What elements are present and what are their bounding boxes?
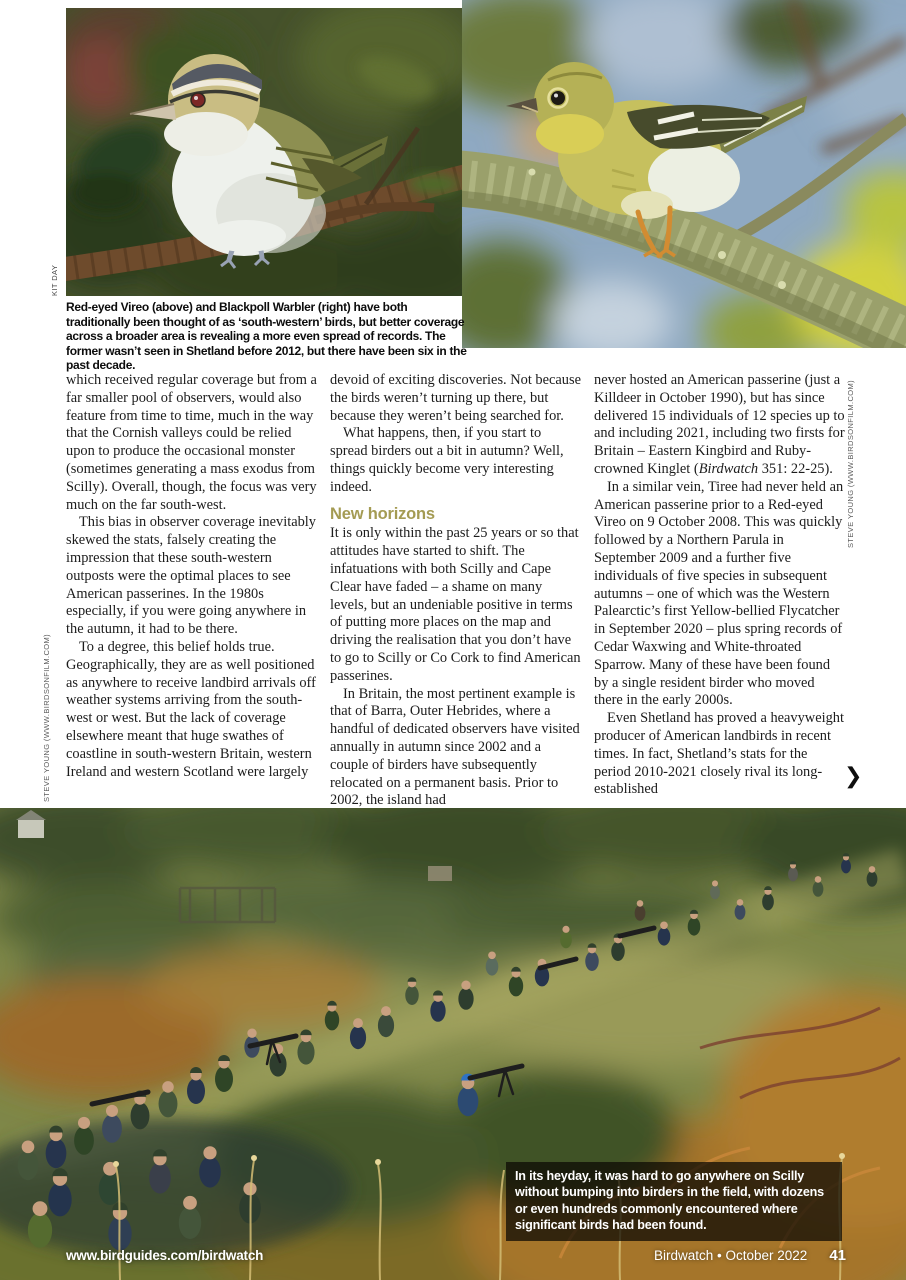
article-body	[66, 372, 846, 809]
article-column-1	[66, 372, 317, 802]
footer-issue-label: Birdwatch • October 2022	[654, 1248, 808, 1263]
top-photo-caption: Red-eyed Vireo (above) and Blackpoll Warbler (right) have both traditionally been thought of as ‘south-western’ birds, but better coverage across a broader area is revealing a more even spread of records. The former wasn’t seen in Shetland before 2012, but there have been six in the past decade.	[66, 300, 467, 373]
continued-arrow-icon: ❯	[844, 764, 863, 789]
body-paragraph: devoid of exciting discoveries. Not because the birds weren’t turning up there, but because they weren’t being searched for.	[330, 372, 581, 424]
article-column-2	[330, 372, 581, 809]
body-paragraph: which received regular coverage but from a far smaller pool of observers, would also feature from time to time, much in the way that the Cornish valleys could be relied upon to produce the occasional monster (sometimes generating a mass exodus from Scilly). Overall, though, the focus was very much on the far south-west.	[66, 372, 317, 513]
footer-issue-block	[654, 1247, 846, 1264]
photo-credit-vireo: KIT DAY	[50, 264, 59, 296]
body-paragraph: To a degree, this belief holds true. Geographically, they are as well positioned as anywhere to receive landbird arrivals off weather systems arriving from the south-west or west. But the lack of coverage elsewhere meant that huge swathes of coastline in south-western Britain, western Ireland and western Scotland were largely	[66, 638, 316, 780]
body-paragraph: What happens, then, if you start to spread birders out a bit in autumn? Well, things quickly become very interesting indeed.	[330, 425, 564, 495]
body-paragraph: Even Shetland has proved a heavyweight producer of American landbirds in recent times. In fact, Shetland’s stats for the period 2010-2021 closely rival its long-established	[594, 710, 844, 798]
blackpoll-warbler-illustration	[462, 0, 906, 348]
blackpoll-warbler-photo	[462, 0, 906, 348]
photo-credit-warbler: STEVE YOUNG (WWW.BIRDSONFILM.COM)	[846, 379, 855, 548]
body-paragraph: never hosted an American passerine (just a Killdeer in October 1990), but has since delivered 15 individuals of 12 species up to and including 2021, including two firsts for Britain – Eastern Kingbird and Ruby-crowned Kinglet (Birdwatch 351: 22-25).	[594, 372, 845, 477]
body-paragraph: In a similar vein, Tiree had never held an American passerine prior to a Red-eyed Vireo on 9 October 2008. This was quickly followed by a Northern Parula in September 2009 and a further five individuals of five species in subsequent autumns – one of which was the Western Palearctic’s first Yellow-bellied Flycatcher in September 2020 – plus spring records of Cedar Waxwing and White-throated Sparrow. Many of these have been found by a single resident birder who moved there in the early 2000s.	[594, 478, 844, 709]
article-column-3	[594, 372, 845, 802]
crowd-photo-caption: In its heyday, it was hard to go anywhere on Scilly without bumping into birders in the field, with dozens or even hundreds commonly encountered where significant birds had been found.	[506, 1162, 842, 1241]
page-number: 41	[829, 1247, 846, 1264]
red-eyed-vireo-illustration	[66, 8, 470, 296]
footer-url-link[interactable]: www.birdguides.com/birdwatch	[66, 1248, 264, 1263]
body-paragraph: This bias in observer coverage inevitably skewed the stats, falsely creating the impression that these south-western outposts were the optimal places to see American passerines. In the 1980s especially, if you were going anywhere in the autumn, it had to be there.	[66, 514, 316, 638]
red-eyed-vireo-photo	[66, 8, 470, 296]
body-paragraph: In Britain, the most pertinent example is that of Barra, Outer Hebrides, where a handful of dedicated observers have visited annually in autumn since 2002 and a couple of birders have subsequently relocated on a permanent basis. Prior to 2002, the island had	[330, 685, 580, 809]
section-heading: New horizons	[330, 504, 435, 523]
body-paragraph: It is only within the past 25 years or so that attitudes have started to shift. The infatuations with both Scilly and Cape Clear have faded – a shame on many levels, but an undeniable positive in terms of putting more places on the map and driving the realisation that you don’t have to go to Scilly or Co Cork to find American passerines.	[330, 525, 581, 684]
photo-credit-crowd: STEVE YOUNG (WWW.BIRDSONFILM.COM)	[42, 633, 51, 802]
